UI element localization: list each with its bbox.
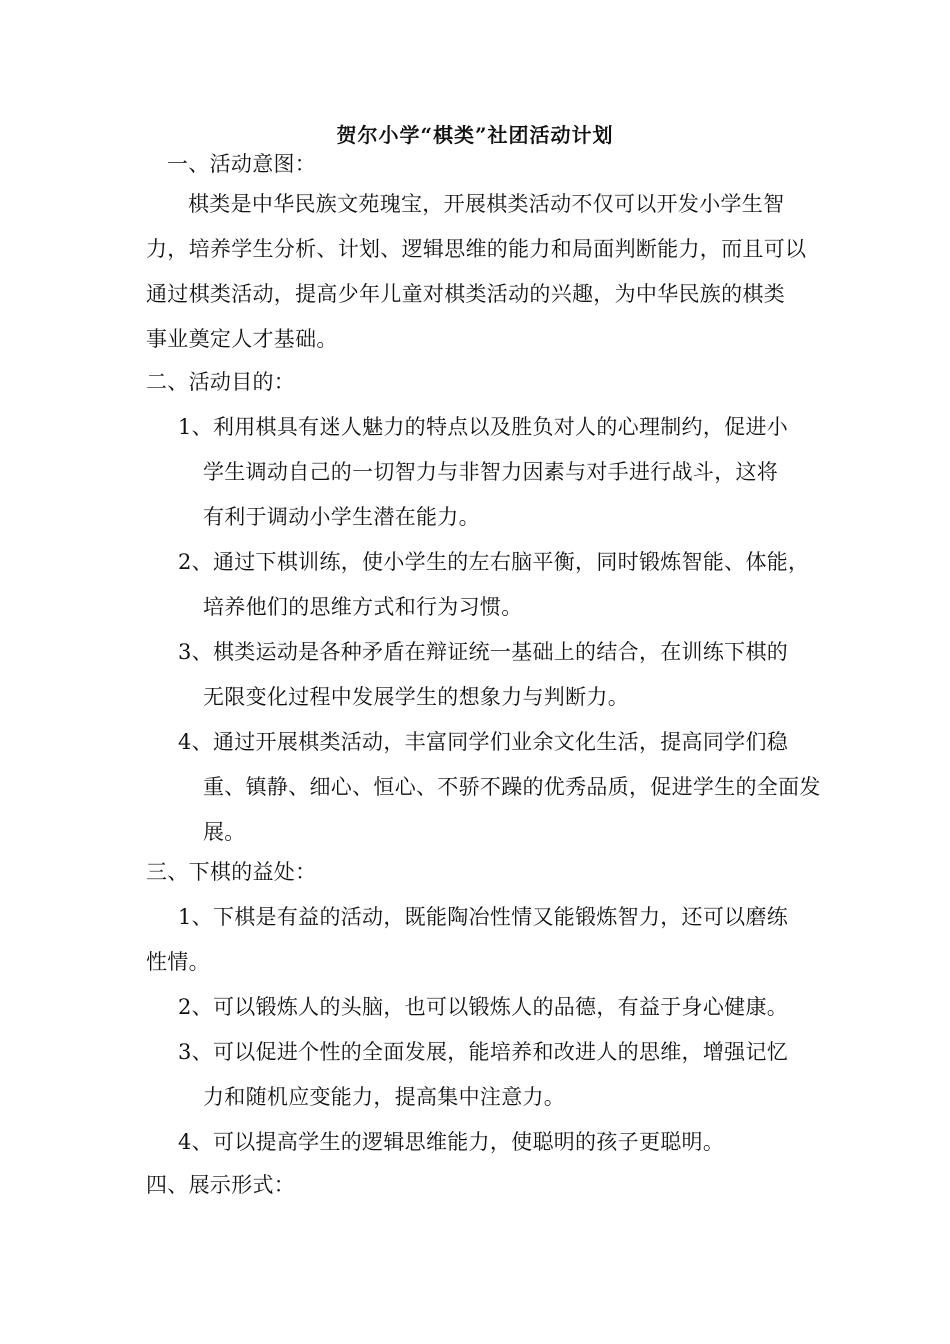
section3-list [146, 895, 788, 1165]
list-item-continuation: 有利于调动小学生潜在能力。 [203, 505, 480, 529]
list-item-continuation: 力和随机应变能力，提高集中注意力。 [203, 1085, 566, 1109]
list-item-continuation: 培养他们的思维方式和行为习惯。 [203, 595, 523, 619]
list-item-first-line: 4、通过开展棋类活动，丰富同学们业余文化生活，提高同学们稳 [178, 730, 789, 754]
section1-heading [167, 142, 316, 187]
section-heading: 二、活动目的： [146, 370, 296, 394]
section-heading: 三、下棋的益处： [146, 860, 317, 884]
section3-heading [146, 850, 316, 895]
list-item-first-line: 3、可以促进个性的全面发展，能培养和改进人的思维，增强记忆 [178, 1040, 789, 1064]
list-item-first-line: 2、可以锻炼人的头脑，也可以锻炼人的品德，有益于身心健康。 [178, 995, 789, 1019]
paragraph-line: 事业奠定人才基础。 [146, 327, 338, 351]
section2-heading [146, 360, 295, 405]
paragraph-line: 通过棋类活动，提高少年儿童对棋类活动的兴趣，为中华民族的棋类 [146, 282, 785, 306]
list-item-first-line: 4、可以提高学生的逻辑思维能力，使聪明的孩子更聪明。 [178, 1130, 725, 1154]
list-item-first-line: 3、棋类运动是各种矛盾在辩证统一基础上的结合，在训练下棋的 [178, 640, 789, 664]
paragraph-line: 力，培养学生分析、计划、逻辑思维的能力和局面判断能力，而且可以 [146, 237, 807, 261]
list-item-continuation: 重、镇静、细心、恒心、不骄不躁的优秀品质，促进学生的全面发 [203, 775, 821, 799]
section-heading: 一、活动意图： [167, 152, 317, 176]
list-item-first-line: 1、利用棋具有迷人魅力的特点以及胜负对人的心理制约，促进小 [178, 415, 789, 439]
list-item-first-line: 2、通过下棋训练，使小学生的左右脑平衡，同时锻炼智能、体能， [178, 550, 810, 574]
section1-paragraph [146, 182, 806, 362]
section-heading: 四、展示形式： [146, 1173, 296, 1197]
section2-list [146, 405, 821, 855]
list-item-continuation: 性情。 [146, 950, 210, 974]
list-item-continuation: 无限变化过程中发展学生的想象力与判断力。 [203, 685, 629, 709]
list-item-first-line: 1、下棋是有益的活动，既能陶冶性情又能锻炼智力，还可以磨练 [178, 905, 789, 929]
paragraph-line: 棋类是中华民族文苑瑰宝，开展棋类活动不仅可以开发小学生智 [188, 192, 785, 216]
list-item-continuation: 学生调动自己的一切智力与非智力因素与对手进行战斗，这将 [203, 460, 779, 484]
document-title: 贺尔小学“棋类”社团活动计划 [336, 123, 614, 147]
section4-heading [146, 1163, 295, 1208]
list-item-continuation: 展。 [203, 820, 246, 844]
